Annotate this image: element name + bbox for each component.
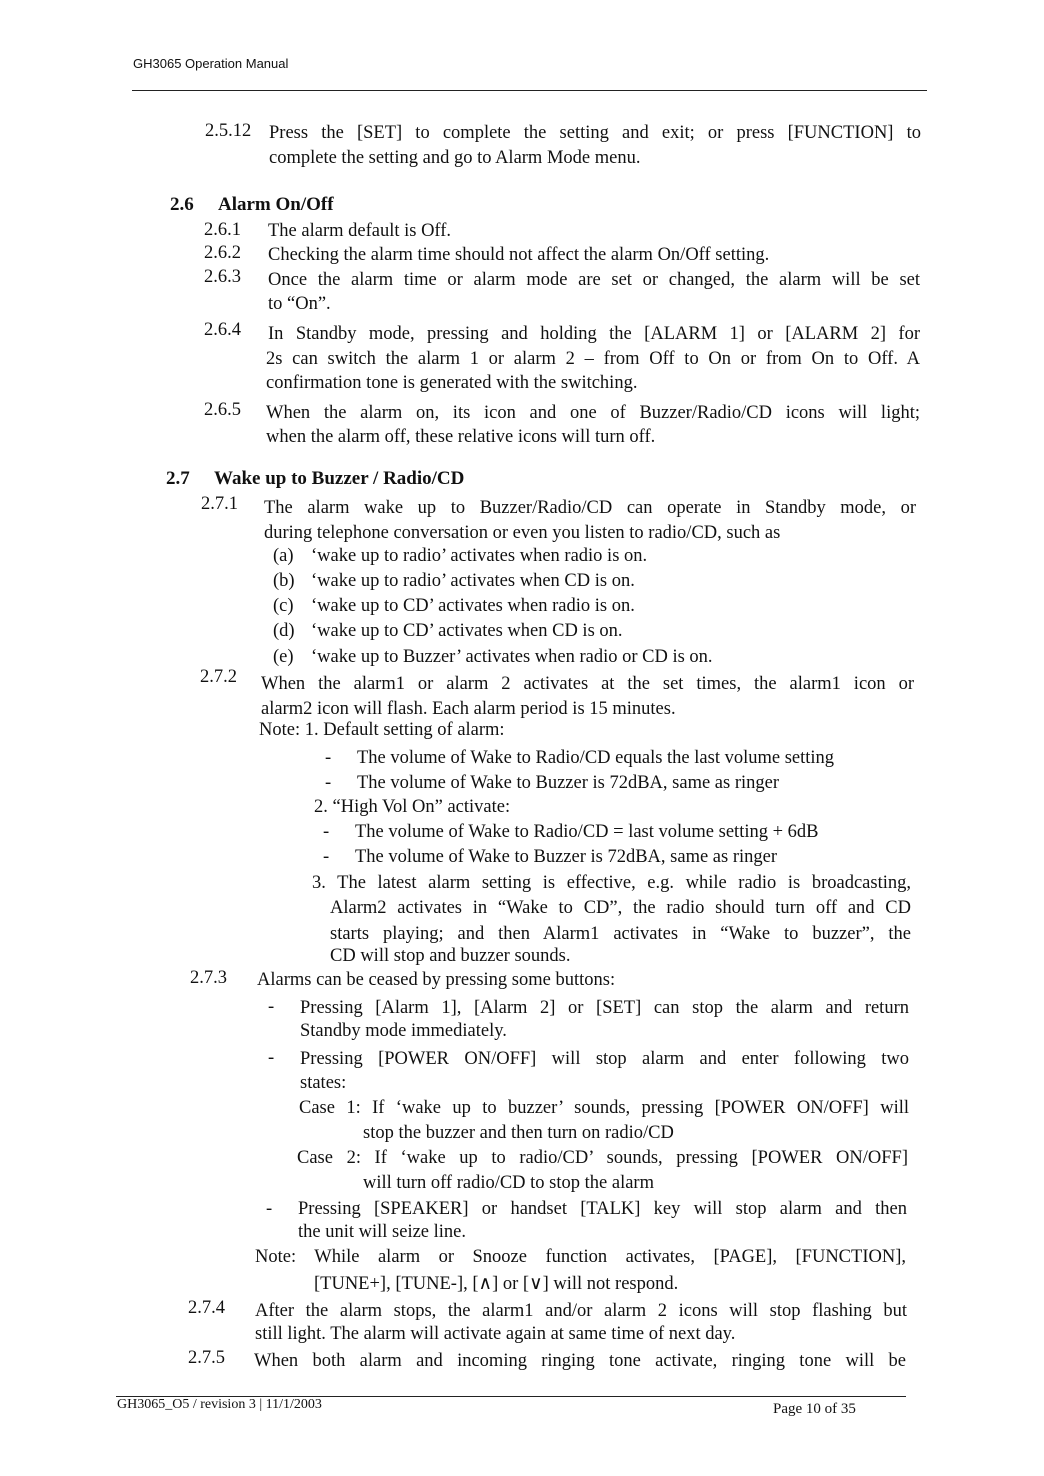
paragraph-line: the unit will seize line. <box>298 1222 466 1242</box>
paragraph-line: The alarm wake up to Buzzer/Radio/CD can operate in Standby mode, or <box>264 498 916 518</box>
footer-revision: GH3065_O5 / revision 3 | 11/1/2003 <box>117 1397 322 1412</box>
bullet-dash: - <box>325 773 332 793</box>
note-line: 3. The latest alarm setting is effective, e.g. while radio is broadcasting, <box>312 873 911 893</box>
section-number: 2.6.4 <box>204 320 241 340</box>
section-number: 2.5.12 <box>205 121 252 141</box>
list-label: (c) <box>273 596 294 616</box>
section-number: 2.7.1 <box>201 494 238 514</box>
bullet-dash: - <box>268 997 275 1017</box>
list-item <box>273 544 648 568</box>
paragraph-line: The alarm default is Off. <box>268 221 452 241</box>
note-bullet-text: The volume of Wake to Radio/CD equals the last volume setting <box>357 748 835 768</box>
paragraph-line: stop the buzzer and then turn on radio/CD <box>363 1123 674 1143</box>
section-number: 2.7.5 <box>188 1348 225 1368</box>
heading-title: Alarm On/Off <box>218 194 334 215</box>
paragraph-line: When both alarm and incoming ringing tone activate, ringing tone will be <box>254 1351 906 1371</box>
paragraph-line: alarm2 icon will flash. Each alarm period is 15 minutes. <box>261 699 676 719</box>
paragraph-line: Pressing [SPEAKER] or handset [TALK] key will stop alarm and then <box>298 1199 907 1219</box>
paragraph-line: When the alarm on, its icon and one of Buzzer/Radio/CD icons will light; <box>266 403 920 423</box>
note-line: 2. “High Vol On” activate: <box>314 797 511 817</box>
list-text: ‘wake up to radio’ activates when radio is on. <box>311 546 648 566</box>
paragraph-line: Standby mode immediately. <box>300 1021 507 1041</box>
list-item <box>273 619 623 643</box>
paragraph-line: Pressing [POWER ON/OFF] will stop alarm and enter following two <box>300 1049 909 1069</box>
section-heading <box>170 193 334 217</box>
paragraph-line: Pressing [Alarm 1], [Alarm 2] or [SET] can stop the alarm and return <box>300 998 909 1018</box>
note-bullet-text: The volume of Wake to Buzzer is 72dBA, same as ringer <box>355 847 778 867</box>
paragraph-line: Case 2: If ‘wake up to radio/CD’ sounds, pressing [POWER ON/OFF] <box>297 1148 908 1168</box>
list-text: ‘wake up to radio’ activates when CD is on. <box>311 571 635 591</box>
paragraph-line: when the alarm off, these relative icons will turn off. <box>266 427 656 447</box>
note-line: Note: 1. Default setting of alarm: <box>259 720 505 740</box>
list-label: (a) <box>273 546 294 566</box>
bullet-dash: - <box>323 822 330 842</box>
paragraph-line: complete the setting and go to Alarm Mode menu. <box>269 148 641 168</box>
paragraph-line: Case 1: If ‘wake up to buzzer’ sounds, pressing [POWER ON/OFF] will <box>299 1098 909 1118</box>
paragraph-line: will turn off radio/CD to stop the alarm <box>363 1173 654 1193</box>
list-item <box>273 645 713 669</box>
list-label: (d) <box>273 621 295 641</box>
bullet-dash: - <box>323 847 330 867</box>
paragraph-line: Once the alarm time or alarm mode are set or changed, the alarm will be set <box>268 270 920 290</box>
section-number: 2.7.4 <box>188 1298 225 1318</box>
header-title: GH3065 Operation Manual <box>133 56 289 71</box>
bullet-dash: - <box>266 1199 273 1219</box>
note-line: [TUNE+], [TUNE-], [∧] or [∨] will not respond. <box>314 1274 679 1294</box>
paragraph-line: 2s can switch the alarm 1 or alarm 2 – from Off to On or from On to Off. A <box>266 349 920 369</box>
note-bullet-text: The volume of Wake to Radio/CD = last volume setting + 6dB <box>355 822 819 842</box>
section-number: 2.7.3 <box>190 968 227 988</box>
paragraph-line: Checking the alarm time should not affect the alarm On/Off setting. <box>268 245 770 265</box>
page-number: Page 10 of 35 <box>773 1401 856 1417</box>
section-heading <box>166 467 464 491</box>
note-line: CD will stop and buzzer sounds. <box>330 946 571 966</box>
list-item <box>273 594 635 618</box>
list-text: ‘wake up to Buzzer’ activates when radio or CD is on. <box>311 647 713 667</box>
note-bullet-text: The volume of Wake to Buzzer is 72dBA, same as ringer <box>357 773 780 793</box>
paragraph-line: Alarms can be ceased by pressing some buttons: <box>257 970 616 990</box>
paragraph-line: confirmation tone is generated with the switching. <box>266 373 638 393</box>
list-item <box>273 569 635 593</box>
section-number: 2.6.5 <box>204 400 241 420</box>
heading-number: 2.7 <box>166 468 190 489</box>
paragraph-line: Press the [SET] to complete the setting and exit; or press [FUNCTION] to <box>269 123 921 143</box>
paragraph-line: still light. The alarm will activate again at same time of next day. <box>255 1324 736 1344</box>
section-number: 2.6.2 <box>204 243 241 263</box>
paragraph-line: states: <box>300 1073 347 1093</box>
list-text: ‘wake up to CD’ activates when radio is on. <box>311 596 635 616</box>
paragraph-line: After the alarm stops, the alarm1 and/or alarm 2 icons will stop flashing but <box>255 1301 907 1321</box>
heading-number: 2.6 <box>170 194 194 215</box>
bullet-dash: - <box>268 1048 275 1068</box>
paragraph-line: When the alarm1 or alarm 2 activates at the set times, the alarm1 icon or <box>261 674 914 694</box>
paragraph-line: In Standby mode, pressing and holding the [ALARM 1] or [ALARM 2] for <box>268 324 920 344</box>
section-number: 2.6.3 <box>204 267 241 287</box>
note-line: Note: While alarm or Snooze function activates, [PAGE], [FUNCTION], <box>255 1247 906 1267</box>
list-label: (b) <box>273 571 295 591</box>
note-line: Alarm2 activates in “Wake to CD”, the radio should turn off and CD <box>330 898 911 918</box>
header-rule <box>132 90 927 91</box>
paragraph-line: to “On”. <box>268 294 331 314</box>
bullet-dash: - <box>325 748 332 768</box>
list-text: ‘wake up to CD’ activates when CD is on. <box>311 621 623 641</box>
section-number: 2.6.1 <box>204 220 241 240</box>
list-label: (e) <box>273 647 294 667</box>
note-line: starts playing; and then Alarm1 activates in “Wake to buzzer”, the <box>330 924 911 944</box>
heading-title: Wake up to Buzzer / Radio/CD <box>214 468 465 489</box>
paragraph-line: during telephone conversation or even you listen to radio/CD, such as <box>264 523 781 543</box>
section-number: 2.7.2 <box>200 667 237 687</box>
